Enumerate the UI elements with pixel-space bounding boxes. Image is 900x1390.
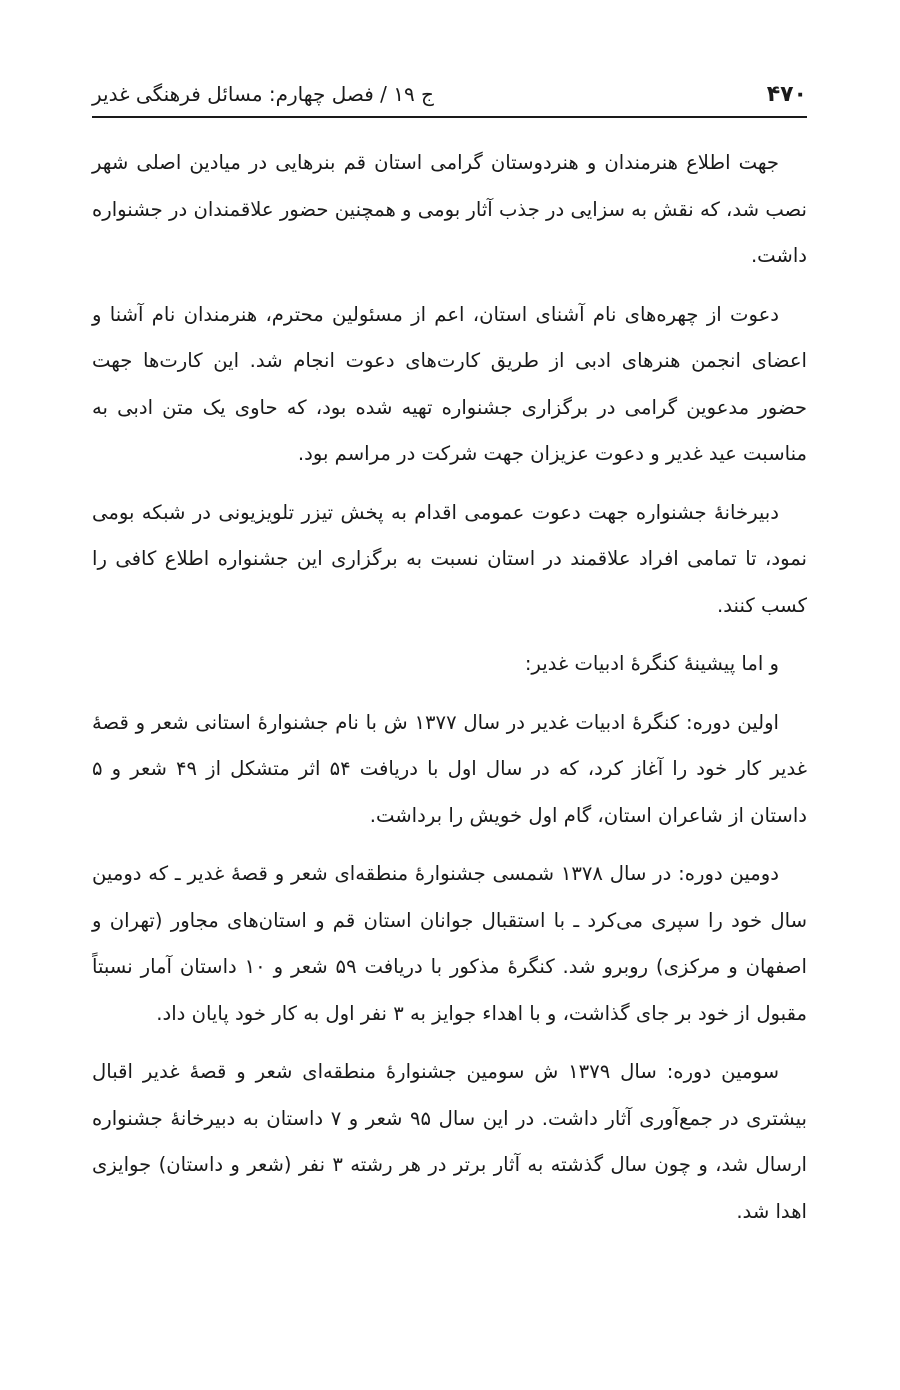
paragraph-tv-teaser: دبیرخانهٔ جشنواره جهت دعوت عمومی اقدام به پخش تیزر تلویزیونی در شبکه بومی نمود، تا تمامی افراد علاقمند در استان نسبت به برگزاری این جشنواره اطلاع کافی را کسب کنند. bbox=[92, 500, 807, 617]
paragraph-invitations: دعوت از چهره‌های نام آشنای استان، اعم از مسئولین محترم، هنرمندان نام آشنا و اعضای انجمن هنرهای ادبی از طریق کارت‌های دعوت انجام شد. این کارت‌ها جهت حضور مدعوین گرامی در برگزاری جشنواره تهیه شده بود، که حاوی یک متن ادبی به مناسبت عید غدیر و دعوت عزیزان جهت شرکت در مراسم بود. bbox=[92, 302, 807, 465]
body-text bbox=[92, 140, 807, 1247]
paragraph-banners: جهت اطلاع هنرمندان و هنردوستان گرامی استان قم بنرهایی در میادین اصلی شهر نصب شد، که نقش به سزایی در جذب آثار بومی و همچنین حضور علاقمندان در جشنواره داشت. bbox=[92, 151, 807, 267]
running-header bbox=[92, 72, 807, 118]
chapter-title: ج ۱۹ / فصل چهارم: مسائل فرهنگی غدیر bbox=[92, 82, 434, 106]
page-number: ۴۷۰ bbox=[766, 81, 807, 107]
paragraph-third-edition: سومین دوره: سال ۱۳۷۹ ش سومین جشنوارهٔ منطقه‌ای شعر و قصهٔ غدیر اقبال بیشتری در جمع‌آوری آثار داشت. در این سال ۹۵ شعر و ۷ داستان به دبیرخانهٔ جشنواره ارسال شد، و چون سال گذشته به آثار برتر در هر رشته ۳ نفر (شعر و داستان) جوایزی اهدا شد. bbox=[92, 1060, 807, 1223]
paragraph-first-edition: اولین دوره: کنگرهٔ ادبیات غدیر در سال ۱۳۷۷ ش با نام جشنوارهٔ استانی شعر و قصهٔ غدیر کار خود را آغاز کرد، که در سال اول با دریافت ۵۴ اثر متشکل از ۴۹ شعر و ۵ داستان از شاعران استان، گام اول خویش را برداشت. bbox=[92, 710, 808, 827]
paragraph-second-edition: دومین دوره: در سال ۱۳۷۸ شمسی جشنوارهٔ منطقه‌ای شعر و قصهٔ غدیر ـ که دومین سال خود را سپری می‌کرد ـ با استقبال جوانان استان قم و استان‌های مجاور (تهران و اصفهان و مرکزی) روبرو شد. کنگرهٔ مذکور با دریافت ۵۹ شعر و ۱۰ داستان آمار نسبتاً مقبول از خود بر جای گذاشت، و با اهداء جوایز به ۳ نفر اول به کار خود پایان داد. bbox=[92, 862, 807, 1025]
paragraph-history-intro: و اما پیشینهٔ کنگرهٔ ادبیات غدیر: bbox=[524, 652, 779, 675]
